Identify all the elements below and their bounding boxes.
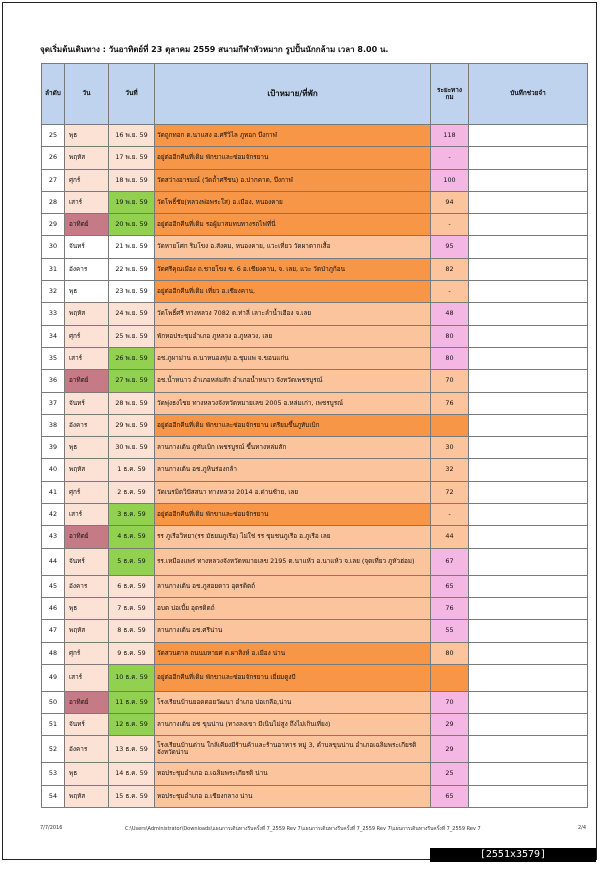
row-note: [469, 642, 588, 664]
row-distance: 70: [431, 370, 469, 392]
row-distance: 65: [431, 575, 469, 597]
row-destination: ลานกางเต้น อช.ภูสอยดาว อุตรดิตถ์: [155, 575, 431, 597]
row-date: 16 พ.ย. 59: [109, 125, 155, 147]
row-destination: หอประชุมอำเภอ อ.เฉลิมพระเกียรติ น่าน: [155, 763, 431, 785]
table-row: [42, 481, 588, 503]
table-row: [42, 236, 588, 258]
row-distance: 95: [431, 236, 469, 258]
row-destination: วัดโพธิ์ศรี ทางหลวง 7082 ต.ท่าลี่ เลาะลำน้ำเฮือง จ.เลย: [155, 303, 431, 325]
row-distance: 80: [431, 347, 469, 369]
table-row: [42, 191, 588, 213]
page-title: จุดเริ่มต้นเดินทาง : วันอาทิตย์ที่ 23 ตุลาคม 2559 สนามกีฬาหัวหมาก รูปปั้นนักกล้าม เวลา 8.00 น.: [40, 45, 389, 54]
table-row: [42, 714, 588, 736]
row-note: [469, 575, 588, 597]
table-row: [42, 325, 588, 347]
row-destination: รร.เหมืองแพร่ ทางหลวงจังหวัดหมายเลข 2195 ต.นาแห้ว อ.นาแห้ว จ.เลย (จุดเที่ยว ภูหัวฮ่อม): [155, 548, 431, 575]
row-note: [469, 597, 588, 619]
row-day: อาทิตย์: [65, 691, 109, 713]
row-destination: อบต บ่อเบี้ย อุตรดิตถ์: [155, 597, 431, 619]
table-row: [42, 169, 588, 191]
row-date: 18 พ.ย. 59: [109, 169, 155, 191]
row-day: เสาร์: [65, 664, 109, 691]
row-date: 7 ธ.ค. 59: [109, 597, 155, 619]
row-date: 23 พ.ย. 59: [109, 281, 155, 303]
row-date: 17 พ.ย. 59: [109, 147, 155, 169]
row-number: 34: [42, 325, 65, 347]
row-day: จันทร์: [65, 548, 109, 575]
row-number: 32: [42, 281, 65, 303]
row-date: 5 ธ.ค. 59: [109, 548, 155, 575]
row-date: 15 ธ.ค. 59: [109, 785, 155, 807]
row-note: [469, 325, 588, 347]
header-destination: เป้าหมาย/ที่พัก: [155, 64, 431, 125]
row-number: 38: [42, 414, 65, 436]
row-number: 31: [42, 258, 65, 280]
row-number: 40: [42, 459, 65, 481]
row-number: 28: [42, 191, 65, 213]
row-date: 22 พ.ย. 59: [109, 258, 155, 280]
table-row: [42, 392, 588, 414]
table-row: [42, 664, 588, 691]
table-row: [42, 347, 588, 369]
row-day: จันทร์: [65, 236, 109, 258]
footer-date: 7/7/2016: [40, 825, 63, 831]
table-row: [42, 258, 588, 280]
row-distance: -: [431, 147, 469, 169]
row-note: [469, 258, 588, 280]
row-number: 50: [42, 691, 65, 713]
row-day: พฤหัส: [65, 303, 109, 325]
row-date: 29 พ.ย. 59: [109, 414, 155, 436]
row-date: 24 พ.ย. 59: [109, 303, 155, 325]
row-distance: 30: [431, 437, 469, 459]
row-date: 9 ธ.ค. 59: [109, 642, 155, 664]
row-distance: 100: [431, 169, 469, 191]
row-note: [469, 620, 588, 642]
row-destination: อยู่ต่ออีกคืนที่เดิม รอผู้มาสมทบทางรถไฟที่นี่: [155, 214, 431, 236]
row-date: 3 ธ.ค. 59: [109, 504, 155, 526]
row-note: [469, 191, 588, 213]
row-date: 10 ธ.ค. 59: [109, 664, 155, 691]
row-destination: พักหอประชุมอำเภอ ภูหลวง อ.ภูหลวง, เลย: [155, 325, 431, 347]
row-number: 46: [42, 597, 65, 619]
row-note: [469, 548, 588, 575]
row-distance: 118: [431, 125, 469, 147]
table-row: [42, 526, 588, 548]
row-number: 42: [42, 504, 65, 526]
row-distance: [431, 414, 469, 436]
row-note: [469, 526, 588, 548]
row-distance: 29: [431, 714, 469, 736]
row-date: 26 พ.ย. 59: [109, 347, 155, 369]
row-day: จันทร์: [65, 714, 109, 736]
row-day: พุธ: [65, 125, 109, 147]
row-note: [469, 785, 588, 807]
row-destination: อยู่ต่ออีกคืนที่เดิม พักขาและซ่อมจักรยาน เยี่ยมดูงบี: [155, 664, 431, 691]
table-row: [42, 437, 588, 459]
row-day: อังคาร: [65, 736, 109, 763]
row-distance: 44: [431, 526, 469, 548]
footer-file-path: C:\Users\Administrator\Downloads\แผนการเดินทางรีบครั้งที่ 7_2559 Rev 7\แผนการเดินทางรีบครั้งที่ 7_2559 Rev 7\แผนการเดินทางรีบครั้งที่ 7_2559 Rev 7: [125, 826, 481, 832]
row-note: [469, 504, 588, 526]
row-number: 48: [42, 642, 65, 664]
row-day: อังคาร: [65, 258, 109, 280]
row-date: 27 พ.ย. 59: [109, 370, 155, 392]
row-distance: 82: [431, 258, 469, 280]
row-number: 51: [42, 714, 65, 736]
row-note: [469, 414, 588, 436]
table-row: [42, 459, 588, 481]
row-date: 6 ธ.ค. 59: [109, 575, 155, 597]
row-distance: 72: [431, 481, 469, 503]
row-distance: 94: [431, 191, 469, 213]
row-date: 8 ธ.ค. 59: [109, 620, 155, 642]
row-number: 26: [42, 147, 65, 169]
row-number: 39: [42, 437, 65, 459]
footer-page-number: 2/4: [578, 825, 587, 831]
row-distance: [431, 664, 469, 691]
row-destination: วัดโพธิ์ชัย(หลวงพ่อพระใส) อ.เมือง, หนองคาย: [155, 191, 431, 213]
row-note: [469, 691, 588, 713]
table-row: [42, 763, 588, 785]
header-distance: ระยะทาง กม: [431, 64, 469, 125]
row-day: พุธ: [65, 437, 109, 459]
row-destination: โรงเรียนบ้านด่าน ใกล้เคียงมีร้านค้าและร้านอาหาร หมู่ 3, ตำบลขุนน่าน อำเภอเฉลิมพระเกียรติ จังหวัดน่าน: [155, 736, 431, 763]
row-day: ศุกร์: [65, 325, 109, 347]
row-destination: วัดสวนตาล ถนนมหายศ ต.ผาสิงห์ อ.เมือง น่าน: [155, 642, 431, 664]
row-date: 30 พ.ย. 59: [109, 437, 155, 459]
row-note: [469, 281, 588, 303]
row-day: ศุกร์: [65, 642, 109, 664]
header-date: วันที่: [109, 64, 155, 125]
row-number: 37: [42, 392, 65, 414]
table-row: [42, 736, 588, 763]
row-day: อาทิตย์: [65, 526, 109, 548]
row-note: [469, 481, 588, 503]
row-destination: หอประชุมอำเภอ อ.เชียงกลาง น่าน: [155, 785, 431, 807]
row-note: [469, 125, 588, 147]
row-number: 54: [42, 785, 65, 807]
row-distance: 32: [431, 459, 469, 481]
row-distance: 25: [431, 763, 469, 785]
row-distance: 65: [431, 785, 469, 807]
row-date: 21 พ.ย. 59: [109, 236, 155, 258]
row-number: 33: [42, 303, 65, 325]
row-note: [469, 664, 588, 691]
row-note: [469, 437, 588, 459]
row-date: 19 พ.ย. 59: [109, 191, 155, 213]
table-row: [42, 548, 588, 575]
row-destination: อยู่ต่ออีกคืนที่เดิม พักขาและซ่อมจักรยาน: [155, 147, 431, 169]
row-destination: อช.น้ำหนาว อำเภอหล่มสัก อำเภอน้ำหนาว จังหวัดเพชรบูรณ์: [155, 370, 431, 392]
table-row: [42, 414, 588, 436]
row-note: [469, 303, 588, 325]
row-note: [469, 147, 588, 169]
row-day: ศุกร์: [65, 169, 109, 191]
row-destination: วัดถูกทอก ต.นาแสง อ.ศรีวิไล ภูทอก บึงกาฬ: [155, 125, 431, 147]
row-number: 49: [42, 664, 65, 691]
row-number: 36: [42, 370, 65, 392]
row-destination: วัดพุ่งธงไชย ทางหลวงจังหวัดหมายเลข 2005 อ.หล่มเก่า, เพชรบูรณ์: [155, 392, 431, 414]
row-number: 35: [42, 347, 65, 369]
row-day: พฤหัส: [65, 147, 109, 169]
row-day: เสาร์: [65, 504, 109, 526]
row-day: พฤหัส: [65, 459, 109, 481]
row-distance: -: [431, 214, 469, 236]
header-num: ลำดับ: [42, 64, 65, 125]
row-day: พฤหัส: [65, 785, 109, 807]
row-day: พุธ: [65, 763, 109, 785]
row-day: อาทิตย์: [65, 370, 109, 392]
row-distance: 70: [431, 691, 469, 713]
row-number: 41: [42, 481, 65, 503]
row-day: อาทิตย์: [65, 214, 109, 236]
row-number: 53: [42, 763, 65, 785]
row-date: 28 พ.ย. 59: [109, 392, 155, 414]
row-note: [469, 714, 588, 736]
row-distance: 48: [431, 303, 469, 325]
table-row: [42, 214, 588, 236]
row-day: พุธ: [65, 597, 109, 619]
row-destination: ลานกางเต้น ภูทับเบิก เพชรบูรณ์ ขึ้นทางหล่มสัก: [155, 437, 431, 459]
row-date: 20 พ.ย. 59: [109, 214, 155, 236]
row-date: 11 ธ.ค. 59: [109, 691, 155, 713]
row-distance: 67: [431, 548, 469, 575]
row-destination: รร ภูเรือวิทยา(รร มัธยมภูเรือ) ไม่ใช่ รร ชุมชนภูเรือ อ.ภูเรือ เลย: [155, 526, 431, 548]
itinerary-table: [41, 63, 588, 808]
row-date: 14 ธ.ค. 59: [109, 763, 155, 785]
row-day: เสาร์: [65, 191, 109, 213]
row-note: [469, 214, 588, 236]
row-date: 25 พ.ย. 59: [109, 325, 155, 347]
row-day: อังคาร: [65, 414, 109, 436]
row-distance: 29: [431, 736, 469, 763]
table-row: [42, 504, 588, 526]
row-note: [469, 763, 588, 785]
row-number: 44: [42, 548, 65, 575]
row-number: 52: [42, 736, 65, 763]
row-destination: อยู่ต่ออีกคืนที่เดิม เที่ยว อ.เชียงคาน,: [155, 281, 431, 303]
table-row: [42, 147, 588, 169]
row-number: 29: [42, 214, 65, 236]
row-distance: 76: [431, 597, 469, 619]
row-number: 47: [42, 620, 65, 642]
table-row: [42, 597, 588, 619]
row-day: อังคาร: [65, 575, 109, 597]
row-destination: โรงเรียนบ้านยอดดอยวัฒนา อำเภอ บ่อเกลือ,น่าน: [155, 691, 431, 713]
table-row: [42, 303, 588, 325]
row-destination: อยู่ต่ออีกคืนที่เดิม พักขาและซ่อมจักรยาน เตรียมขึ้นภูทับเบิก: [155, 414, 431, 436]
table-row: [42, 281, 588, 303]
row-distance: 80: [431, 325, 469, 347]
row-day: พุธ: [65, 281, 109, 303]
table-body: [42, 125, 588, 808]
row-destination: วัดสว่างอารมณ์ (วัดถ้ำศรีชน) อ.ปากคาด, บึงกาฬ: [155, 169, 431, 191]
row-note: [469, 392, 588, 414]
table-header-row: [42, 64, 588, 125]
row-date: 4 ธ.ค. 59: [109, 526, 155, 548]
row-distance: -: [431, 504, 469, 526]
row-number: 25: [42, 125, 65, 147]
table-row: [42, 620, 588, 642]
row-day: พฤหัส: [65, 620, 109, 642]
row-date: 1 ธ.ค. 59: [109, 459, 155, 481]
row-distance: -: [431, 281, 469, 303]
table-row: [42, 370, 588, 392]
row-destination: วัดเนรมิตวิปัสสนา ทางหลวง 2014 อ.ด่านซ้าย, เลย: [155, 481, 431, 503]
row-destination: ลานกางเต้น อช.ศรีน่าน: [155, 620, 431, 642]
row-note: [469, 459, 588, 481]
row-destination: อช.ภูผาม่าน ต.นาหนองทุ่ม อ.ชุมแพ จ.ขอนแก่น: [155, 347, 431, 369]
row-date: 2 ธ.ค. 59: [109, 481, 155, 503]
row-day: เสาร์: [65, 347, 109, 369]
table-row: [42, 575, 588, 597]
header-day: วัน: [65, 64, 109, 125]
row-distance: 80: [431, 642, 469, 664]
row-date: 12 ธ.ค. 59: [109, 714, 155, 736]
row-destination: อยู่ต่ออีกคืนที่เดิม พักขาและซ่อมจักรยาน: [155, 504, 431, 526]
row-destination: วัดหายโศก ริมโขง อ.สังคม, หนองคาย, แวะเที่ยว วัดผาตากเสื้อ: [155, 236, 431, 258]
row-note: [469, 347, 588, 369]
row-note: [469, 169, 588, 191]
row-number: 27: [42, 169, 65, 191]
row-day: ศุกร์: [65, 481, 109, 503]
row-day: จันทร์: [65, 392, 109, 414]
row-note: [469, 370, 588, 392]
row-number: 43: [42, 526, 65, 548]
row-distance: 55: [431, 620, 469, 642]
table-row: [42, 125, 588, 147]
row-date: 13 ธ.ค. 59: [109, 736, 155, 763]
row-destination: วัดศรีคุณเมือง ถ.ชายโขง ซ. 6 อ.เชียงคาน, จ. เลย, แวะ วัดป่าภูก้อน: [155, 258, 431, 280]
table-row: [42, 691, 588, 713]
table-row: [42, 785, 588, 807]
row-note: [469, 736, 588, 763]
header-note: บันทึกช่วยจำ: [469, 64, 588, 125]
row-note: [469, 236, 588, 258]
row-distance: 76: [431, 392, 469, 414]
upload-watermark: [2551x3579] https://upic.me/: [430, 848, 596, 862]
row-destination: ลานกางเต้น อช.ภูหินร่องกล้า: [155, 459, 431, 481]
row-number: 45: [42, 575, 65, 597]
row-number: 30: [42, 236, 65, 258]
row-destination: ลานกางเต้น อช ขุนน่าน (ทางลงเขา มีเนินไม่สูง ถึงไม่เกินเที่ยง): [155, 714, 431, 736]
table-row: [42, 642, 588, 664]
